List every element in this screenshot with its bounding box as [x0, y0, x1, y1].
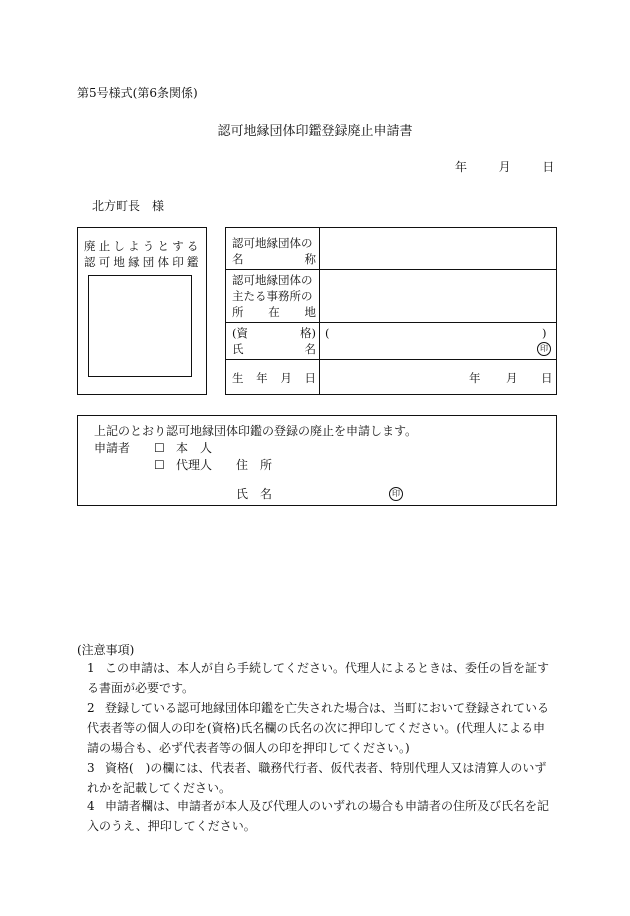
office-address-field[interactable]: [322, 272, 554, 320]
note-number: 1: [87, 661, 95, 675]
option-self-label: 本 人: [176, 441, 213, 455]
seal-box-label-line2: 認可地縁団体印鑑: [84, 255, 202, 269]
note-number: 3: [87, 761, 95, 775]
note-item: [87, 758, 557, 798]
table-row-divider: [226, 359, 556, 360]
form-number: 第5号様式(第6条関係): [77, 86, 198, 100]
applicant-address-field[interactable]: [284, 457, 544, 473]
address-label: 住 所: [236, 458, 273, 472]
org-name-label: 認可地縁団体の 名 称: [232, 236, 316, 266]
applicant-name-field[interactable]: [284, 486, 384, 502]
note-item: [87, 796, 557, 836]
table-row-divider: [226, 269, 556, 270]
org-name-field[interactable]: [322, 230, 554, 268]
applicant-label: 申請者: [94, 441, 131, 455]
table-column-divider: [319, 228, 320, 394]
birth-day-label: 日: [541, 371, 553, 385]
note-number: 2: [87, 701, 95, 715]
checkbox-agent[interactable]: ☐: [154, 458, 165, 472]
note-item: [87, 698, 557, 758]
seal-box: [77, 227, 207, 395]
checkbox-self[interactable]: ☐: [154, 441, 165, 455]
birth-date-field[interactable]: [322, 364, 554, 392]
note-text: 資格( )の欄には、代表者、職務代行者、仮代表者、特別代理人又は清算人のいずれかを記載してください。: [87, 761, 547, 795]
qualification-field[interactable]: [322, 325, 542, 341]
note-number: 4: [87, 799, 95, 813]
notes-heading: (注意事項): [77, 643, 135, 657]
birth-month-label: 月: [506, 371, 518, 385]
declaration-box: [77, 415, 557, 506]
seal-box-label-line1: 廃止しようとする: [84, 239, 202, 253]
representative-label: (資 格) 氏 名: [232, 326, 316, 356]
seal-mark-icon: 印: [537, 342, 551, 356]
name-label: 氏 名: [236, 487, 273, 501]
note-text: この申請は、本人が自ら手続してください。代理人によるときは、委任の旨を証する書面が必要です。: [87, 661, 550, 695]
birth-date-label: 生 年 月 日: [232, 371, 316, 385]
document-title: 認可地縁団体印鑑登録廃止申請書: [217, 124, 413, 139]
note-item: [87, 658, 557, 698]
addressee: 北方町長 様: [92, 199, 165, 213]
representative-name-field[interactable]: [322, 341, 532, 357]
note-text: 申請者欄は、申請者が本人及び代理人のいずれの場合も申請者の住所及び氏名を記入のうえ、押印してください。: [87, 799, 550, 833]
birth-year-label: 年: [469, 371, 481, 385]
date-year-label: 年: [455, 160, 468, 174]
table-row-divider: [226, 322, 556, 323]
note-text: 登録している認可地縁団体印鑑を亡失された場合は、当町において登録されている代表者等の個人の印を(資格)氏名欄の氏名の次に押印してください。(代理人による申請の場合も、必ず代表者等の個人の印を押印してください。): [87, 701, 550, 755]
date-month-label: 月: [498, 160, 511, 174]
date-day-label: 日: [542, 160, 555, 174]
seal-mark-icon: 印: [389, 487, 403, 501]
applicant-info-table: [225, 227, 557, 395]
office-address-label: 認可地縁団体の 主たる事務所の 所 在 地: [232, 273, 316, 319]
declaration-text: 上記のとおり認可地縁団体印鑑の登録の廃止を申請します。: [94, 424, 418, 438]
submission-date: [455, 158, 554, 175]
seal-impression-area[interactable]: [88, 275, 192, 377]
qualification-paren-close: ): [542, 326, 547, 340]
seal-box-label: [84, 238, 202, 270]
qualification-paren-open: (: [325, 326, 330, 340]
option-agent-label: 代理人: [176, 458, 213, 472]
